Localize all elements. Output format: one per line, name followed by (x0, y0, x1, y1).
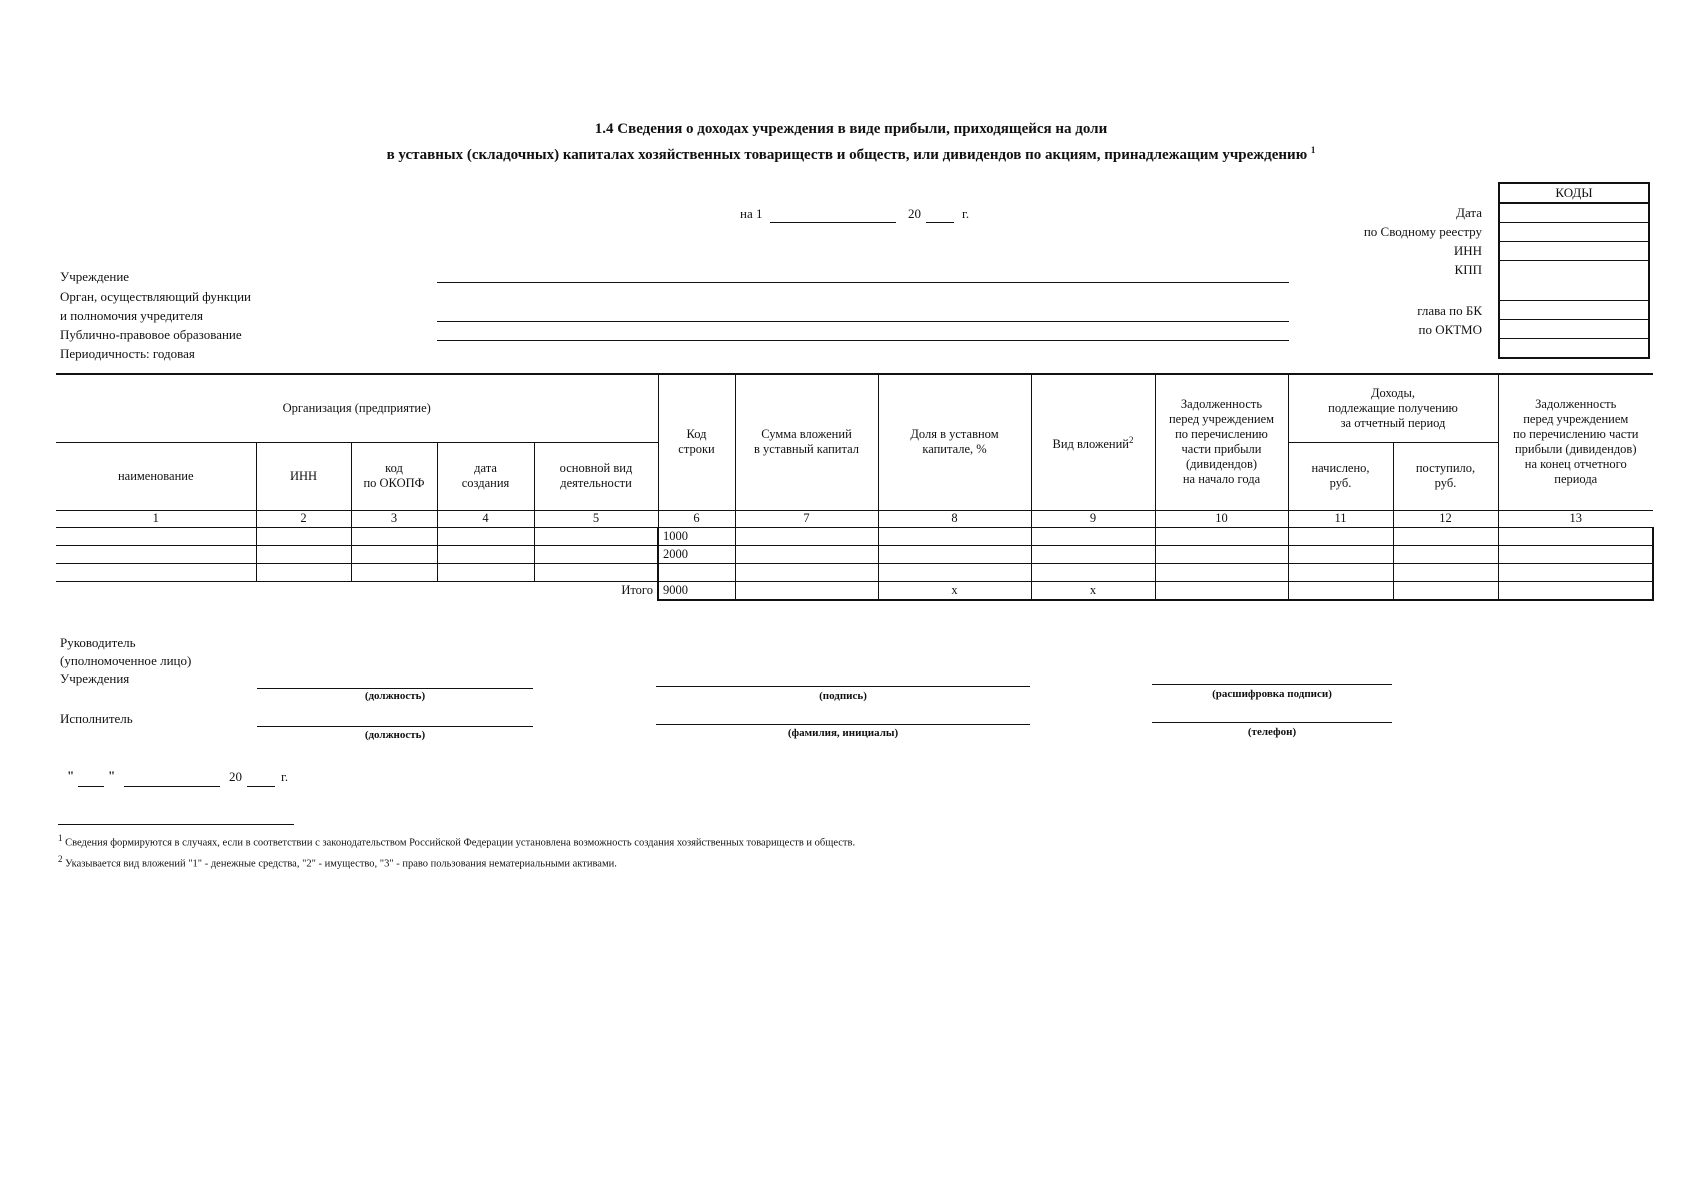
cell-row-code: 2000 (658, 545, 735, 563)
header-sum-2: в уставный капитал (754, 442, 859, 457)
date-created-l1: дата (474, 461, 497, 475)
received-l1: поступило, (1415, 461, 1476, 475)
cell-sum[interactable] (735, 545, 878, 563)
footnote-1 (58, 833, 855, 849)
debt-start-l1: Задолженность (1180, 397, 1263, 412)
header-share-2: капитале, % (922, 442, 987, 457)
date-day-month-field[interactable] (770, 222, 896, 223)
cell-debt-end[interactable] (1498, 527, 1653, 545)
cell-received[interactable] (1393, 527, 1498, 545)
footnote-1-text: Сведения формируются в случаях, если в соответствии с законодательством Российской Федерации установлена возможность создания хозяйственных товариществ и обществ. (65, 837, 856, 849)
code-cell-oktmo[interactable] (1499, 320, 1649, 339)
cell-share[interactable] (878, 545, 1031, 563)
label-organ-line2: и полномочия учредителя (60, 308, 203, 323)
header-received (1393, 442, 1498, 510)
total-sum[interactable] (735, 581, 878, 600)
col-number-11: 11 (1288, 510, 1393, 527)
col-number-9: 9 (1031, 510, 1155, 527)
header-sum-1: Сумма вложений (761, 427, 852, 442)
cell-row-code (658, 563, 735, 581)
header-activity (534, 442, 658, 510)
executor-position-field[interactable] (257, 726, 533, 727)
code-cell-extra[interactable] (1499, 339, 1649, 359)
cell-activity[interactable] (534, 563, 658, 581)
income-l2: подлежащие получению (1328, 400, 1458, 415)
cell-inn[interactable] (256, 545, 351, 563)
col-number-8: 8 (878, 510, 1031, 527)
cell-sum[interactable] (735, 563, 878, 581)
bottom-date-year-prefix: 20 (229, 769, 242, 784)
col-number-3: 3 (351, 510, 437, 527)
debt-end-l2: перед учреждением (1523, 412, 1629, 427)
main-table (56, 373, 1654, 601)
header-code-2: строки (678, 442, 715, 457)
cell-share[interactable] (878, 527, 1031, 545)
total-debt-end[interactable] (1498, 581, 1653, 600)
okopf-l1: код (385, 461, 403, 475)
activity-l2: деятельности (560, 476, 632, 490)
okopf-l2: по ОКОПФ (363, 476, 425, 490)
cell-debt-end[interactable] (1498, 563, 1653, 581)
header-type-text: Вид вложений (1052, 436, 1129, 451)
cell-sum[interactable] (735, 527, 878, 545)
total-code: 9000 (658, 581, 735, 600)
cell-okopf[interactable] (351, 527, 437, 545)
total-share: x (878, 581, 1031, 600)
header-org-group: Организация (предприятие) (56, 374, 658, 442)
header-sum (735, 374, 878, 510)
caption-phone: (телефон) (1247, 726, 1297, 738)
debt-start-l6: на начало года (1182, 472, 1261, 487)
debt-start-l2: перед учреждением (1168, 412, 1275, 427)
total-accrued[interactable] (1288, 581, 1393, 600)
debt-start-l3: по перечислению (1175, 427, 1268, 442)
code-label-inn: ИНН (1453, 243, 1482, 258)
header-type-mark: 2 (1129, 434, 1134, 445)
col-number-6: 6 (658, 510, 735, 527)
caption-name: (фамилия, инициалы) (787, 727, 899, 739)
footnote-separator (58, 824, 294, 825)
total-row (56, 581, 1653, 600)
cell-date-created[interactable] (437, 545, 534, 563)
code-cell-date[interactable] (1499, 203, 1649, 223)
debt-start-l5: (дивидендов) (1185, 457, 1258, 472)
label-public-entity: Публично-правовое образование (60, 327, 242, 342)
header-type (1031, 374, 1155, 510)
label-periodicity: Периодичность: годовая (60, 346, 195, 361)
bottom-date-year-field[interactable] (247, 786, 275, 787)
cell-date-created[interactable] (437, 563, 534, 581)
total-label: Итого (56, 581, 658, 600)
cell-share[interactable] (878, 563, 1031, 581)
caption-signature: (подпись) (819, 690, 867, 702)
public-entity-field[interactable] (437, 340, 1289, 341)
code-label-oktmo: по ОКТМО (1418, 322, 1482, 337)
code-label-registry: по Сводному реестру (1363, 224, 1482, 239)
header-code (658, 374, 735, 510)
cell-inn[interactable] (256, 563, 351, 581)
organ-field[interactable] (437, 321, 1289, 322)
cell-type[interactable] (1031, 527, 1155, 545)
table-row (56, 527, 1653, 545)
bottom-date-year-suffix: г. (281, 769, 289, 784)
cell-activity[interactable] (534, 545, 658, 563)
header-accrued (1288, 442, 1393, 510)
total-type: x (1031, 581, 1155, 600)
accrued-l2: руб. (1329, 476, 1352, 490)
label-institution: Учреждение (60, 269, 130, 284)
income-l1: Доходы, (1370, 385, 1415, 400)
header-share (878, 374, 1031, 510)
footnote-1-mark: 1 (58, 833, 63, 843)
date-year-field[interactable] (926, 222, 954, 223)
col-number-2: 2 (256, 510, 351, 527)
code-cell-chapter-bk[interactable] (1499, 301, 1649, 320)
debt-end-l3: по перечислению части (1513, 427, 1639, 442)
sig-executor: Исполнитель (60, 711, 133, 726)
cell-received[interactable] (1393, 545, 1498, 563)
caption-position: (должность) (364, 690, 426, 702)
header-name: наименование (56, 442, 256, 510)
title-footnote-mark: 1 (1310, 145, 1316, 155)
bottom-date-day-field[interactable] (78, 786, 104, 787)
form-title-line1: 1.4 Сведения о доходах учреждения в виде прибыли, приходящейся на доли (594, 121, 1108, 137)
income-l3: за отчетный период (1340, 415, 1446, 430)
executor-name-field[interactable] (656, 724, 1030, 725)
cell-date-created[interactable] (437, 527, 534, 545)
header-inn: ИНН (256, 442, 351, 510)
bottom-date-month-field[interactable] (124, 786, 220, 787)
cell-accrued[interactable] (1288, 545, 1393, 563)
header-share-1: Доля в уставном (910, 427, 999, 442)
total-received[interactable] (1393, 581, 1498, 600)
sig-head-line2: (уполномоченное лицо) (60, 653, 192, 668)
form-title-line2-text: в уставных (складочных) капиталах хозяйственных товариществ и обществ, или дивидендов по акциям, принадлежащим учреждению (386, 147, 1308, 163)
sig-head-line3: Учреждения (60, 671, 130, 686)
cell-name[interactable] (56, 563, 256, 581)
form-title-line2 (0, 145, 1702, 164)
cell-debt-start[interactable] (1155, 527, 1288, 545)
cell-accrued[interactable] (1288, 563, 1393, 581)
cell-received[interactable] (1393, 563, 1498, 581)
activity-l1: основной вид (559, 461, 633, 475)
cell-okopf[interactable] (351, 545, 437, 563)
code-label-kpp: КПП (1454, 262, 1482, 277)
codes-box (1498, 182, 1650, 359)
header-income-group (1288, 374, 1498, 442)
debt-end-l1: Задолженность (1535, 397, 1617, 412)
accrued-l1: начислено, (1311, 461, 1370, 475)
debt-end-l6: периода (1554, 472, 1598, 487)
col-number-1: 1 (56, 510, 256, 527)
head-position-field[interactable] (257, 688, 533, 689)
col-number-4: 4 (437, 510, 534, 527)
label-organ-line1: Орган, осуществляющий функции (60, 289, 251, 304)
date-year-suffix: г. (962, 206, 970, 221)
bottom-date-open-quote: " (67, 768, 75, 783)
col-number-5: 5 (534, 510, 658, 527)
debt-end-l5: на конец отчетного (1524, 457, 1627, 472)
cell-accrued[interactable] (1288, 527, 1393, 545)
head-signature-field[interactable] (656, 686, 1030, 687)
col-number-7: 7 (735, 510, 878, 527)
table-row (56, 563, 1653, 581)
code-cell-registry[interactable] (1499, 223, 1649, 242)
header-debt-start (1155, 374, 1288, 510)
caption-decoding: (расшифровка подписи) (1212, 688, 1332, 700)
caption-position-2: (должность) (364, 729, 426, 741)
date-created-l2: создания (461, 476, 510, 490)
received-l2: руб. (1434, 476, 1457, 490)
cell-debt-start[interactable] (1155, 545, 1288, 563)
code-label-date: Дата (1456, 205, 1482, 220)
bottom-date-close-quote: " (108, 768, 116, 783)
cell-type[interactable] (1031, 563, 1155, 581)
cell-debt-start[interactable] (1155, 563, 1288, 581)
code-cell-inn[interactable] (1499, 242, 1649, 261)
codes-header: КОДЫ (1499, 183, 1649, 203)
col-number-12: 12 (1393, 510, 1498, 527)
footnote-2-text: Указывается вид вложений "1" - денежные средства, "2" - имущество, "3" - право пользования нематериальными активами. (65, 858, 617, 870)
cell-name[interactable] (56, 527, 256, 545)
header-code-1: Код (686, 427, 707, 442)
table-row (56, 545, 1653, 563)
total-debt-start[interactable] (1155, 581, 1288, 600)
date-prefix: на 1 (740, 206, 763, 221)
sig-head-line1: Руководитель (60, 635, 136, 650)
code-label-chapter-bk: глава по БК (1417, 303, 1482, 318)
head-decoding-field[interactable] (1152, 684, 1392, 685)
footnote-2-mark: 2 (58, 854, 63, 864)
header-okopf (351, 442, 437, 510)
col-number-13: 13 (1498, 510, 1653, 527)
executor-phone-field[interactable] (1152, 722, 1392, 723)
cell-activity[interactable] (534, 527, 658, 545)
date-year-prefix: 20 (908, 206, 921, 221)
debt-start-l4: части прибыли (1181, 442, 1262, 457)
institution-field[interactable] (437, 282, 1289, 283)
debt-end-l4: прибыли (дивидендов) (1514, 442, 1637, 457)
cell-name[interactable] (56, 545, 256, 563)
header-debt-end (1498, 374, 1653, 510)
footnote-2 (58, 854, 617, 870)
cell-debt-end[interactable] (1498, 545, 1653, 563)
col-number-10: 10 (1155, 510, 1288, 527)
header-date-created (437, 442, 534, 510)
cell-row-code: 1000 (658, 527, 735, 545)
cell-inn[interactable] (256, 527, 351, 545)
cell-type[interactable] (1031, 545, 1155, 563)
code-cell-kpp[interactable] (1499, 261, 1649, 301)
cell-okopf[interactable] (351, 563, 437, 581)
